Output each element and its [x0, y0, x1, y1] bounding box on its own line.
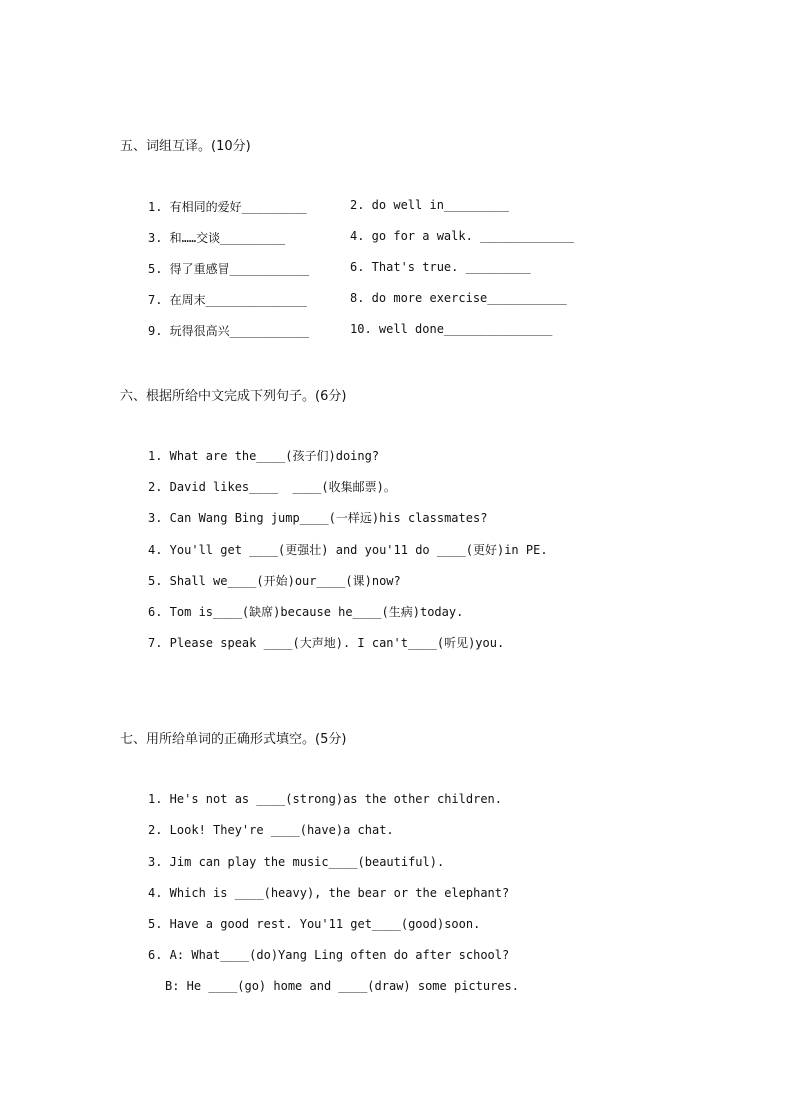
s7-item-3: 3. Jim can play the music____(beautiful). — [148, 855, 445, 869]
s5-item-7: 7. 在周末______________ — [148, 293, 307, 307]
s5-item-2: 2. do well in_________ — [350, 198, 509, 212]
s5-item-8: 8. do more exercise___________ — [350, 291, 567, 305]
s6-item-5: 5. Shall we____(开始)our____(课)now? — [148, 574, 401, 588]
s7-item-1: 1. He's not as ____(strong)as the other children. — [148, 792, 503, 806]
s5-item-5: 5. 得了重感冒___________ — [148, 262, 310, 276]
s6-item-7: 7. Please speak ____(大声地). I can't____(听见)you. — [148, 636, 505, 650]
section-6-title: 六、根据所给中文完成下列句子。(6分) — [120, 389, 347, 404]
s5-item-1: 1. 有相同的爱好_________ — [148, 200, 307, 214]
section-7-title: 七、用所给单词的正确形式填空。(5分) — [120, 732, 347, 747]
section-5-title: 五、词组互译。(10分) — [120, 139, 251, 154]
s7-item-5: 5. Have a good rest. You'11 get____(good)soon. — [148, 917, 481, 931]
s7-item-6a: 6. A: What____(do)Yang Ling often do after school? — [148, 948, 510, 962]
s7-item-4: 4. Which is ____(heavy), the bear or the elephant? — [148, 886, 510, 900]
s5-item-3: 3. 和……交谈_________ — [148, 231, 286, 245]
s6-item-6: 6. Tom is____(缺席)because he____(生病)today. — [148, 605, 464, 619]
s5-item-4: 4. go for a walk. _____________ — [350, 229, 574, 243]
s5-item-10: 10. well done_______________ — [350, 322, 553, 336]
s6-item-2: 2. David likes____ ____(收集邮票)。 — [148, 480, 396, 494]
s7-item-6b: B: He ____(go) home and ____(draw) some pictures. — [165, 979, 520, 993]
s5-item-6: 6. That's true. _________ — [350, 260, 531, 274]
s7-item-2: 2. Look! They're ____(have)a chat. — [148, 823, 394, 837]
s6-item-4: 4. You'll get ____(更强壮) and you'11 do ____(更好)in PE. — [148, 543, 548, 557]
s6-item-3: 3. Can Wang Bing jump____(一样远)his classmates? — [148, 511, 488, 525]
s5-item-9: 9. 玩得很高兴___________ — [148, 324, 310, 338]
s6-item-1: 1. What are the____(孩子们)doing? — [148, 449, 380, 463]
